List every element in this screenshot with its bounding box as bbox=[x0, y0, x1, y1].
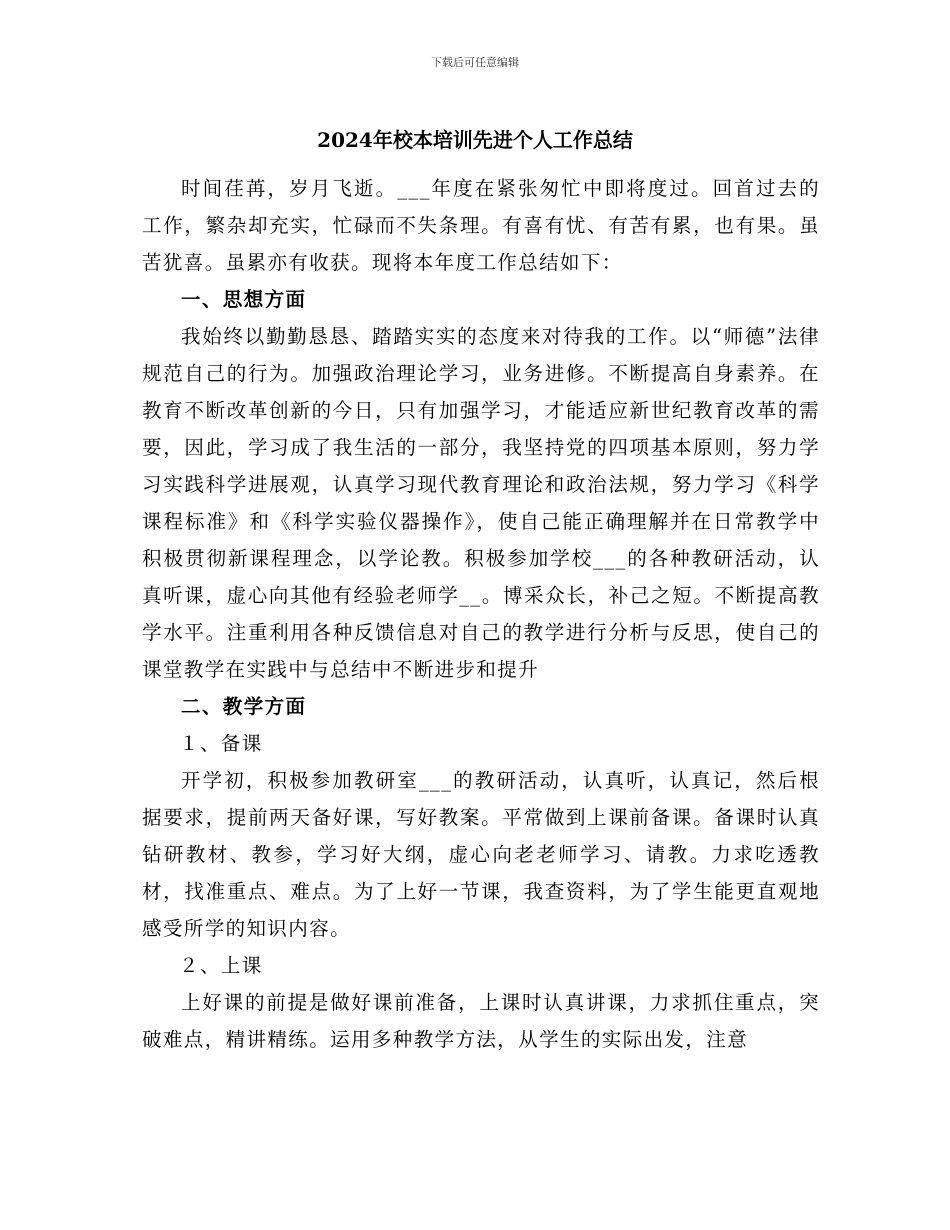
subheading-lecture: ２、上课 bbox=[179, 954, 263, 977]
body-lecture: 上好课的前提是做好课前准备，上课时认真讲课，力求抓住重点，突破难点，精讲精练。运用多种教学方法，从学生的实际出发，注意 bbox=[142, 991, 820, 1051]
section-heading-thought: 一、思想方面 bbox=[181, 288, 307, 311]
subheading-lesson-prep: １、备课 bbox=[179, 732, 263, 755]
document-title: 2024年校本培训先进个人工作总结 bbox=[317, 128, 633, 152]
section-body-thought: 我始终以勤勤恳恳、踏踏实实的态度来对待我的工作。以“师德”法律规范自己的行为。加强政治理论学习，业务进修。不断提高自身素养。在教育不断改革创新的今日，只有加强学习，才能适应新世纪教育改革的需要，因此，学习成了我生活的一部分，我坚持党的四项基本原则，努力学习实践科学进展观，认真学习现代教育理论和政治法规，努力学习《科学课程标准》和《科学实验仪器操作》，使自己能正确理解并在日常教学中积极贯彻新课程理念，以学论教。积极参加学校___的各种教研活动，认真听课，虚心向其他有经验老师学__。博采众长，补己之短。不断提高教学水平。注重利用各种反馈信息对自己的教学进行分析与反思，使自己的课堂教学在实践中与总结中不断进步和提升 bbox=[142, 325, 820, 681]
document-body bbox=[142, 170, 820, 1058]
intro-paragraph: 时间荏苒，岁月飞逝。___年度在紧张匆忙中即将度过。回首过去的工作，繁杂却充实，忙碌而不失条理。有喜有忧、有苦有累，也有果。虽苦犹喜。虽累亦有收获。现将本年度工作总结如下： bbox=[142, 177, 820, 274]
body-lesson-prep: 开学初，积极参加教研室___的教研活动，认真听，认真记，然后根据要求，提前两天备好课，写好教案。平常做到上课前备课。备课时认真钻研教材、教参，学习好大纲，虚心向老老师学习、请教。力求吃透教材，找准重点、难点。为了上好一节课，我查资料，为了学生能更直观地感受所学的知识内容。 bbox=[142, 769, 820, 940]
header-note: 下载后可任意编辑 bbox=[431, 56, 519, 69]
section-heading-teaching: 二、教学方面 bbox=[181, 695, 307, 718]
